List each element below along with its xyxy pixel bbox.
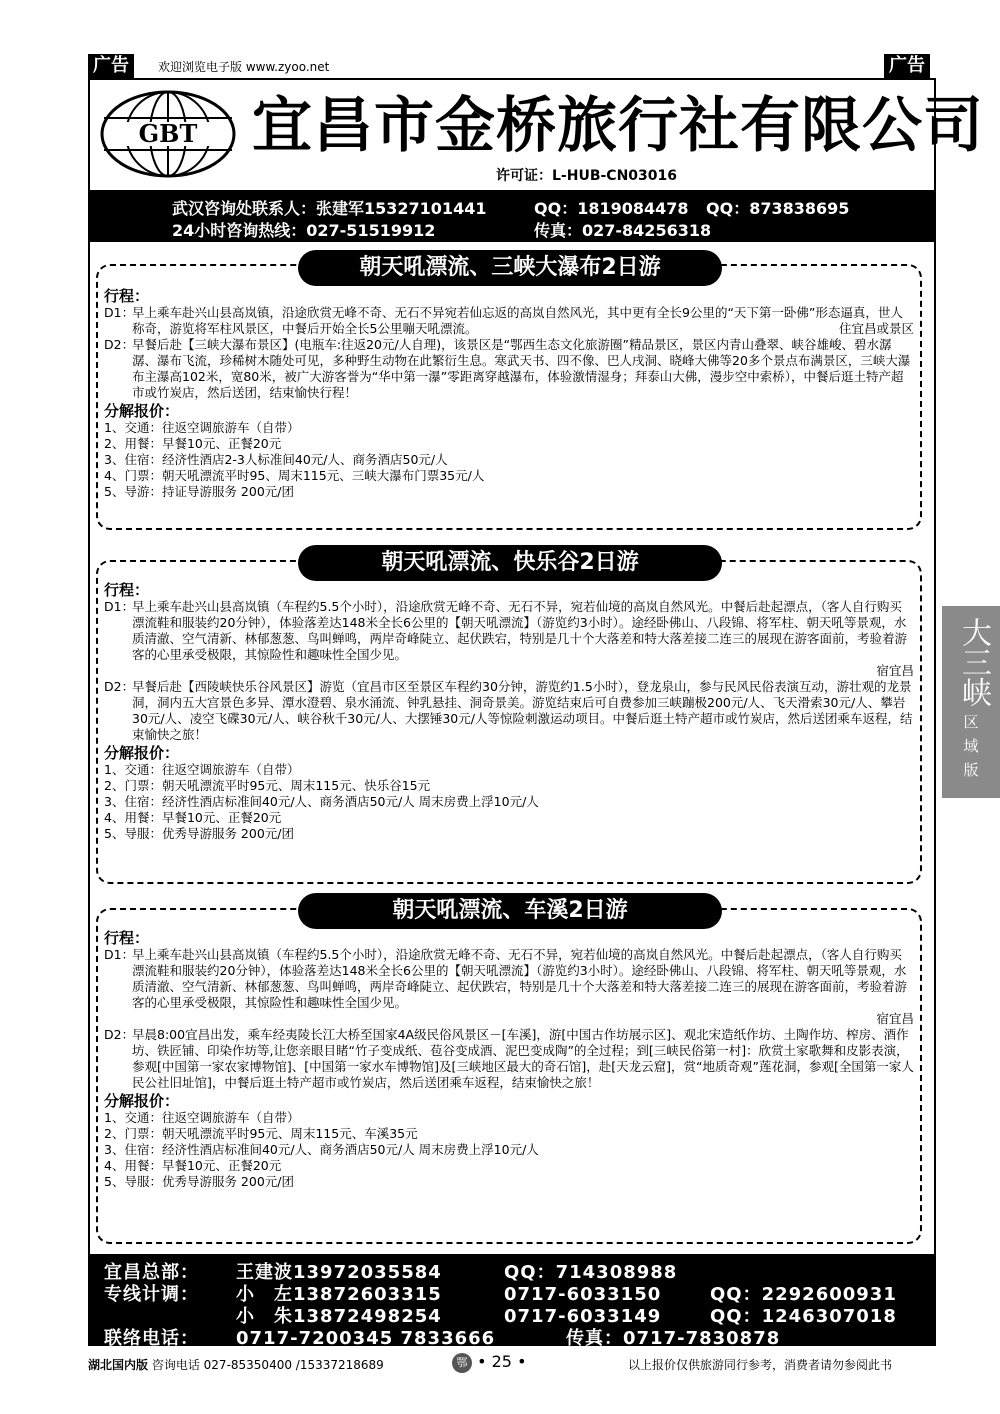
price-item: 1、交通：往返空调旅游车（自带）: [104, 1110, 300, 1125]
day-2: [104, 1027, 914, 1091]
phone-label: 联络电话：: [104, 1328, 199, 1349]
day-1: [104, 599, 914, 663]
price-item: 2、用餐：早餐10元、正餐20元: [104, 436, 282, 451]
price-item: 4、用餐：早餐10元、正餐20元: [104, 1158, 282, 1173]
footer-left: [88, 1356, 384, 1373]
price-item: 5、导服：优秀导游服务 200元/团: [104, 826, 294, 841]
overnight: 住宜昌或景区: [838, 321, 914, 336]
price-heading: 分解报价：: [104, 402, 180, 420]
welcome-text[interactable]: 欢迎浏览电子版 www.zyoo.net: [158, 60, 330, 74]
price-item: 1、交通：往返空调旅游车（自带）: [104, 762, 300, 777]
hq-qq: QQ：714308988: [504, 1262, 678, 1283]
hotline: 24小时咨询热线：027-51519912: [172, 221, 436, 240]
day-1: [104, 305, 914, 337]
globe-logo-icon: [98, 88, 238, 180]
day-text: 早餐后赴【三峡大瀑布景区】(电瓶车:往返20元/人自理)，该景区是“鄂西生态文化旅游圈”精品景区，景区内青山叠翠、峡谷雄峻、碧水潺潺、瀑布飞流，珍稀树木随处可见，多种野生动物在此繁衍生息。寒武天书、四不像、巴人戌洞、晓峰大佛等20多个景点布满景区，三峡大瀑布主瀑高102米，宽80米，被广大游客誉为“华中第一瀑”零距离穿越瀑布，体验激情湿身；拜泰山大佛，漫步空中索桥），中餐后逛土特产超市或竹炭店，然后送团，结束愉快行程！: [132, 337, 911, 400]
day-text: 早餐后赴【西陵峡快乐谷风景区】游览（宜昌市区至景区车程约30分钟，游览约1.5小时），登龙泉山，参与民风民俗表演互动，游壮观的龙景洞，洞内五大宫景色多异、潭水澄碧、泉水涌流、钟乳悬挂、洞奇景美。游览结束后可自费参加三峡蹦极200元/人、飞天滑索30元/人、攀岩30元/人、凌空飞碟30元/人、峡谷秋千30元/人、大摆锤30元/人等惊险刺激运动项目。中餐后逛土特产超市或竹炭店，然后送团乘车返程，结束愉快之旅！: [132, 679, 913, 742]
tour-title-1: 朝天吼漂流、三峡大瀑布2日游: [298, 250, 722, 286]
fax: 传真：027-84256318: [534, 221, 712, 240]
bottom-contact-bar: [90, 1254, 934, 1349]
day-text: 早上乘车赴兴山县高岚镇（车程约5.5个小时），沿途欣赏无峰不奇、无石不异，宛若仙境的高岚自然风光。中餐后赴起漂点，（客人自行购买漂流鞋和服装约20分钟），体验落差达148米全长6公里的【朝天吼漂流】（游览约3小时）。途经卧佛山、八段锦、将军柱、朝天吼等景观，水质清澈、空气清新、林郁葱葱、鸟叫蝉鸣，两岸奇峰陡立、起伏跌宕，特别是几十个大落差和特大落差接二连三的展现在游客面前，考验着游客的心里承受极限，其惊险性和趣味性全国少见。: [132, 947, 908, 1010]
tour-title-2: 朝天吼漂流、快乐谷2日游: [298, 545, 722, 581]
day-label: D2：: [104, 1027, 135, 1042]
side-tab-title: 大三峡: [956, 617, 991, 707]
wuhan-contact: 武汉咨询处联系人：张建军15327101441: [172, 199, 487, 218]
ad-tag-right: 广告: [884, 54, 930, 78]
logo-text: GBT: [138, 119, 198, 148]
price-item: 5、导服：优秀导游服务 200元/团: [104, 1174, 294, 1189]
line1-tel: 0717-6033150: [504, 1284, 662, 1305]
price-heading: 分解报价：: [104, 1092, 180, 1110]
side-tab-char: 域: [963, 737, 979, 755]
phone-value: 0717-7200345 7833666: [236, 1328, 496, 1349]
day-label: D2：: [104, 337, 135, 352]
itinerary-heading: 行程：: [104, 929, 150, 947]
overnight: 宿宜昌: [876, 1011, 914, 1026]
price-item: 4、用餐：早餐10元、正餐20元: [104, 810, 282, 825]
line2-qq: QQ：1246307018: [710, 1306, 897, 1327]
bottom-fax: 传真：0717-7830878: [566, 1328, 781, 1349]
page-number-area: [452, 1352, 527, 1373]
company-logo: [98, 88, 238, 180]
price-item: 5、导游：持证导游服务 200元/团: [104, 484, 294, 499]
day-text: 早上乘车赴兴山县高岚镇（车程约5.5个小时），沿途欣赏无峰不奇、无石不异，宛若仙境的高岚自然风光。中餐后赴起漂点，（客人自行购买漂流鞋和服装约20分钟），体验落差达148米全长6公里的【朝天吼漂流】（游览约3小时）。途经卧佛山、八段锦、将军柱、朝天吼等景观，水质清澈、空气清新、林郁葱葱、鸟叫蝉鸣，两岸奇峰陡立、起伏跌宕，特别是几十个大落差和特大落差接二连三的展现在游客面前，考验着游客的心里承受极限，其惊险性和趣味性全国少见。: [132, 599, 908, 662]
day-label: D2：: [104, 679, 135, 694]
day-label: D1：: [104, 305, 135, 320]
hq-label: 宜昌总部：: [104, 1262, 199, 1283]
disclaimer: 以上报价仅供旅游同行参考，消费者请勿参阅此书: [628, 1358, 893, 1372]
day-2: [104, 679, 914, 743]
province-badge: 鄂: [452, 1353, 472, 1373]
consult-phone: 咨询电话 027-85350400 /15337218689: [151, 1358, 384, 1372]
qq-2: QQ：873838695: [706, 199, 850, 218]
itinerary-heading: 行程：: [104, 287, 150, 305]
tour-body-3: [104, 928, 914, 1190]
overnight: 宿宜昌: [876, 663, 914, 678]
line1-name: 小 左13872603315: [236, 1284, 442, 1305]
day-1: [104, 947, 914, 1011]
tour-body-1: [104, 286, 914, 500]
tour-body-2: [104, 580, 914, 842]
day-2: [104, 337, 914, 401]
day-label: D1：: [104, 947, 135, 962]
itinerary-heading: 行程：: [104, 581, 150, 599]
line1-qq: QQ：2292600931: [710, 1284, 897, 1305]
side-tab-char: 版: [963, 761, 979, 779]
day-text: 早晨8:00宜昌出发，乘车经夷陵长江大桥至国家4A级民俗风景区－[车溪]，游[中国古作坊展示区]、观北宋造纸作坊、土陶作坊、榨房、酒作坊、铁匠铺、印染作坊等,让您亲眼目睹“竹子变成纸、苞谷变成酒、泥巴变成陶”的全过程；到[三峡民俗第一村]：欣赏土家歌舞和皮影表演，参观[中国第一家农家博物馆]、[中国第一家水车博物馆]及[三峡地区最大的奇石馆]，赴[天龙云窟]，赏“地质奇观”莲花洞，参观[全国第一家人民公社旧址馆]，中餐后逛土特产超市或竹炭店，然后送团乘车返程，结束愉快之旅！: [132, 1027, 914, 1090]
price-item: 2、门票：朝天吼漂流平时95元、周末115元、车溪35元: [104, 1126, 418, 1141]
price-heading: 分解报价：: [104, 744, 180, 762]
company-name: 宜昌市金桥旅行社有限公司: [252, 91, 984, 161]
price-item: 2、门票：朝天吼漂流平时95元、周末115元、快乐谷15元: [104, 778, 431, 793]
line2-name: 小 朱13872498254: [236, 1306, 442, 1327]
price-item: 3、住宿：经济性酒店2-3人标准间40元/人、商务酒店50元/人: [104, 452, 448, 467]
price-item: 4、门票：朝天吼漂流平时95、周末115元、三峡大瀑布门票35元/人: [104, 468, 485, 483]
ad-tag-left: 广告: [88, 54, 134, 78]
hq-contact: 王建波13972035584: [236, 1262, 442, 1283]
day-text: 早上乘车赴兴山县高岚镇，沿途欣赏无峰不奇、无石不异宛若仙忘返的高岚自然风光，其中更有全长9公里的“天下第一卧佛”形态逼真，世人称奇，游览将军柱风景区，中餐后开始全长5公里嘣天吼漂流。: [132, 305, 903, 336]
price-item: 1、交通：往返空调旅游车（自带）: [104, 420, 300, 435]
side-tab-char: 区: [963, 713, 979, 731]
page-number: • 25 •: [477, 1352, 527, 1371]
day-label: D1：: [104, 599, 135, 614]
line-label: 专线计调：: [104, 1284, 199, 1305]
contact-bar: [90, 190, 934, 242]
price-item: 3、住宿：经济性酒店标准间40元/人、商务酒店50元/人 周末房费上浮10元/人: [104, 794, 539, 809]
region-side-tab[interactable]: [942, 606, 1000, 798]
edition-label: 湖北国内版: [88, 1358, 149, 1372]
license-number: 许可证：L-HUB-CN03016: [496, 168, 677, 184]
tour-title-3: 朝天吼漂流、车溪2日游: [298, 893, 722, 929]
qq-1: QQ：1819084478: [534, 199, 689, 218]
line2-tel: 0717-6033149: [504, 1306, 662, 1327]
price-item: 3、住宿：经济性酒店标准间40元/人、商务酒店50元/人 周末房费上浮10元/人: [104, 1142, 539, 1157]
